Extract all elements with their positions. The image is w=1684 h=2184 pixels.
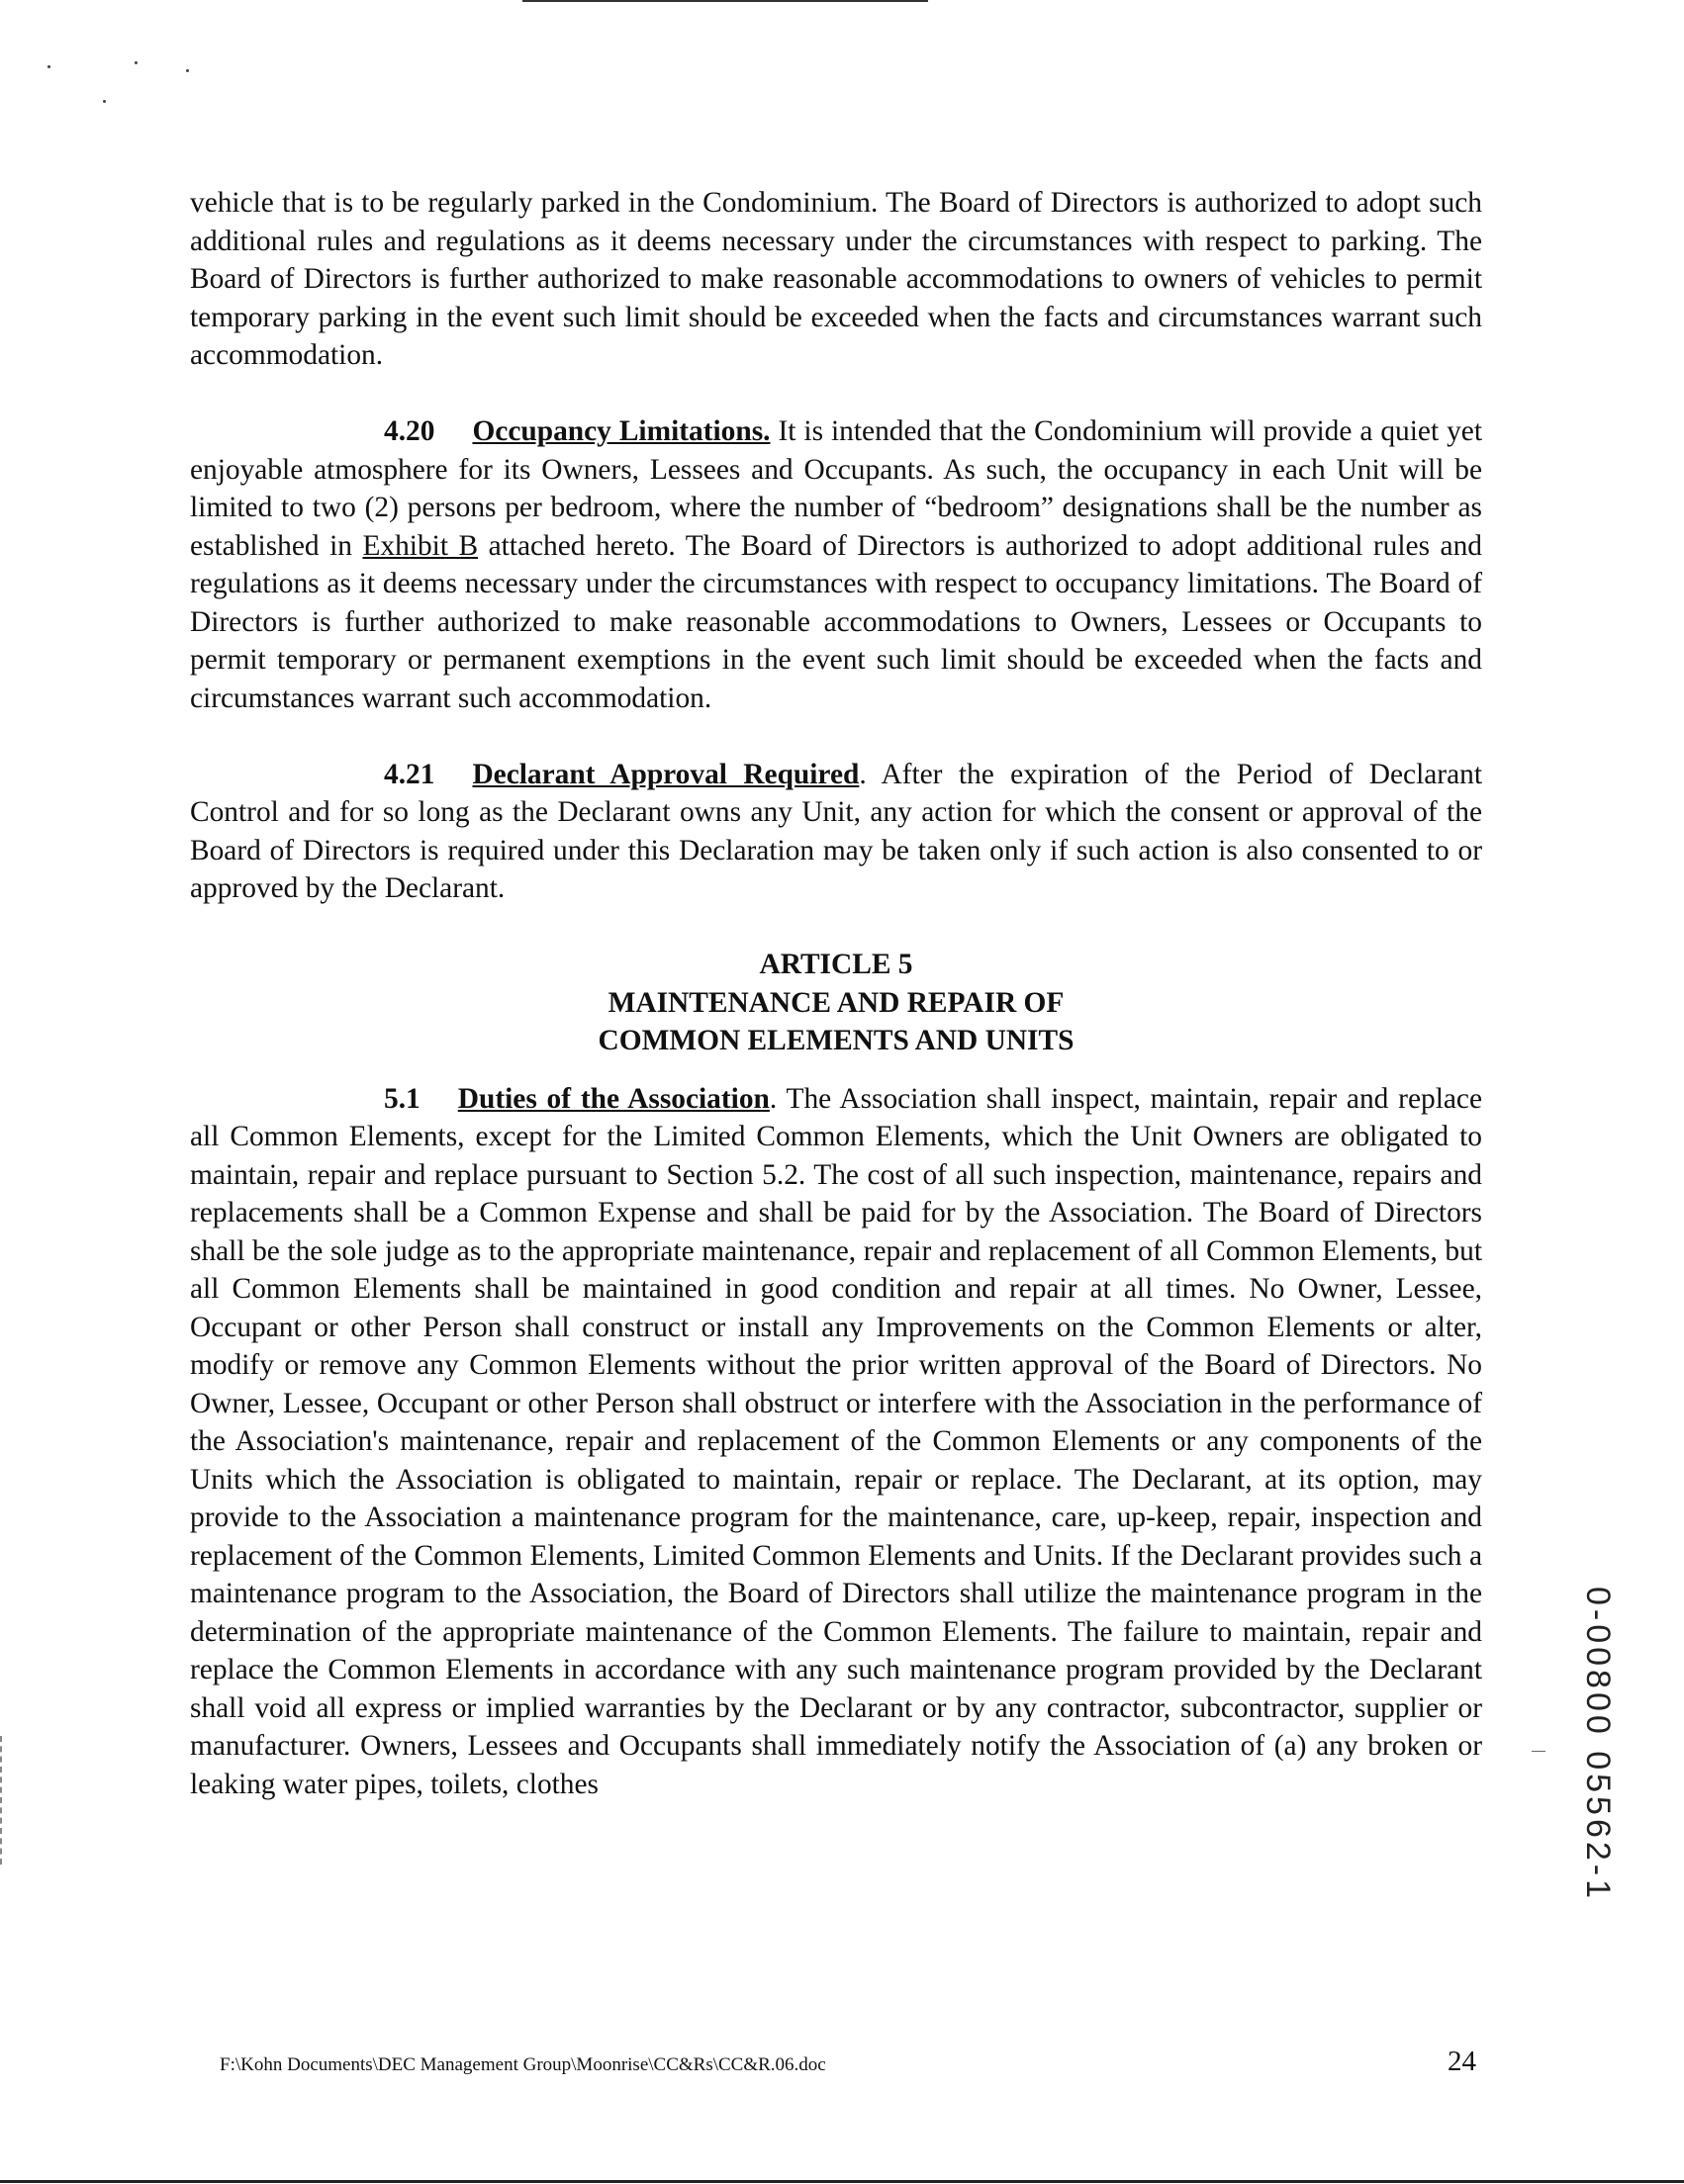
document-body: [190, 184, 1482, 1842]
section-4-20: [190, 412, 1482, 717]
section-title: Duties of the Association: [457, 1082, 770, 1115]
section-number: 4.21: [384, 758, 435, 790]
section-4-21: [190, 756, 1482, 908]
scan-speck: [103, 100, 106, 103]
scan-tick-mark: [1532, 1751, 1545, 1752]
section-number: 5.1: [384, 1082, 421, 1115]
page-number: 24: [1448, 2046, 1476, 2077]
recording-stamp: [1577, 1587, 1617, 1903]
section-title: Declarant Approval Required: [472, 758, 860, 790]
paragraph-parking-continued: vehicle that is to be regularly parked in the Condominium. The Board of Directors is authorized to adopt such additional rules and regulations as it deems necessary under the circumstances with respect to parking. The Board of Directors is further authorized to make reasonable accommodations to owners of vehicles to permit temporary parking in the event such limit should be exceeded when the facts and circumstances warrant such accommodation.: [190, 187, 1482, 371]
scan-edge-mark: [0, 1736, 4, 1865]
section-5-1: [190, 1080, 1482, 1804]
article-title-line-2: COMMON ELEMENTS AND UNITS: [598, 1025, 1075, 1056]
exhibit-reference: Exhibit B: [362, 529, 479, 562]
scan-speck: [135, 61, 138, 64]
section-title: Occupancy Limitations.: [472, 415, 771, 447]
article-number: ARTICLE 5: [759, 949, 913, 980]
scan-speck: [47, 65, 50, 68]
scan-top-rule: [522, 0, 928, 2]
section-body: . The Association shall inspect, maintain, repair and replace all Common Elements, except for the Limited Common Elements, which the Unit Owners are obligated to maintain, repair and replace pursuant to Section 5.2. The cost of all such inspection, maintenance, repairs and replacements shall be a Common Expense and shall be paid for by the Association. The Board of Directors shall be the sole judge as to the appropriate maintenance, repair and replacement of all Common Elements, but all Common Elements shall be maintained in good condition and repair at all times. No Owner, Lessee, Occupant or other Person shall construct or install any Improvements on the Common Elements or alter, modify or remove any Common Elements without the prior written approval of the Board of Directors. No Owner, Lessee, Occupant or other Person shall obstruct or interfere with the Association in the performance of the Association's maintenance, repair and replacement of the Common Elements or any components of the Units which the Association is obligated to maintain, repair or replace. The Declarant, at its option, may provide to the Association a maintenance program for the maintenance, care, up-keep, repair, inspection and replacement of the Common Elements, Limited Common Elements and Units. If the Declarant provides such a maintenance program to the Association, the Board of Directors shall utilize the maintenance program in the determination of the appropriate maintenance of the Common Elements. The failure to maintain, repair and replace the Common Elements in accordance with any such maintenance program provided by the Declarant shall void all express or implied warranties by the Declarant or by any contractor, subcontractor, supplier or manufacturer. Owners, Lessees and Occupants shall immediately notify the Association of (a) any broken or leaking water pipes, toilets, clothes: [190, 1082, 1482, 1800]
article-title-line-1: MAINTENANCE AND REPAIR OF: [608, 986, 1065, 1019]
section-body: It is intended that the Condominium will provide a quiet yet enjoyable atmosphere for its Owners, Lessees and Occupants. As such, the occupancy in each Unit will be limited to two (2) persons per bedroom, where the number of “bedroom” designations shall be the number as established in: [190, 415, 1482, 562]
footer-file-path: F:\Kohn Documents\DEC Management Group\Moonrise\CC&Rs\CC&R.06.doc: [220, 2054, 826, 2075]
scan-speck: [186, 69, 189, 72]
section-body: . After the expiration of the Period of Declarant Control and for so long as the Declarant owns any Unit, any action for which the consent or approval of the Board of Directors is required under this Declaration may be taken only if such action is also consented to or approved by the Declarant.: [190, 758, 1482, 904]
recording-stamp-number: 0-00800 05562-1: [1579, 1587, 1617, 1903]
section-number: 4.20: [384, 415, 435, 447]
section-body-continued: attached hereto. The Board of Directors is authorized to adopt additional rules and regulations as it deems necessary under the circumstances with respect to occupancy limitations. The Board of Directors is further authorized to make reasonable accommodations to Owners, Lessees or Occupants to permit temporary or permanent exemptions in the event such limit should be exceeded when the facts and circumstances warrant such accommodation.: [190, 529, 1482, 714]
article-heading: [190, 946, 1482, 1060]
scan-bottom-edge: [0, 2180, 1684, 2183]
